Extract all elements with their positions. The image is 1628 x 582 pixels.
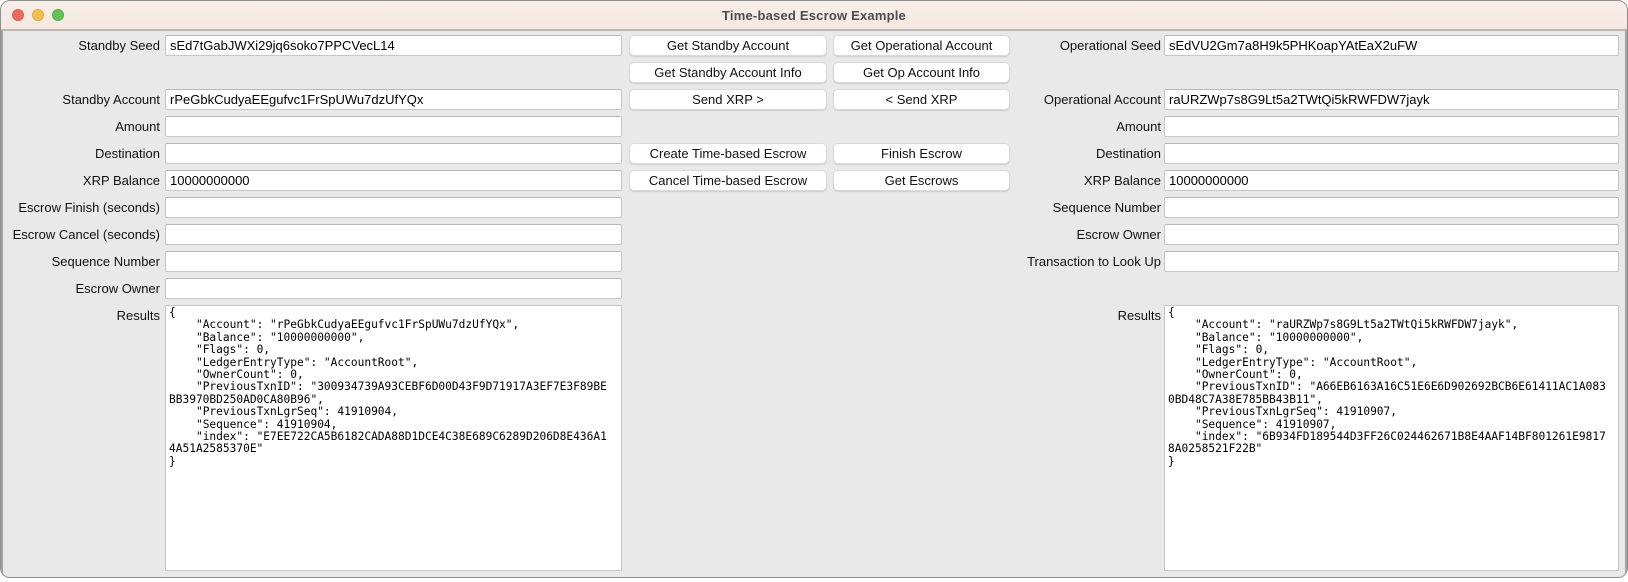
standby-sequence-number-label: Sequence Number [51, 254, 160, 269]
standby-destination-input[interactable] [165, 143, 622, 164]
standby-account-input[interactable] [165, 89, 622, 110]
window-title: Time-based Escrow Example [722, 7, 906, 23]
create-time-based-escrow-button[interactable]: Create Time-based Escrow [629, 143, 827, 164]
operational-amount-input[interactable] [1164, 116, 1619, 137]
get-operational-account-button[interactable]: Get Operational Account [833, 35, 1010, 56]
close-button[interactable] [12, 9, 24, 21]
operational-destination-input[interactable] [1164, 143, 1619, 164]
operational-amount-label: Amount [1116, 119, 1161, 134]
traffic-light-controls [12, 1, 64, 29]
spacer [3, 62, 160, 83]
send-xrp-to-operational-button[interactable]: Send XRP > [629, 89, 827, 110]
standby-seed-label: Standby Seed [78, 38, 160, 53]
spacer [165, 62, 622, 83]
operational-seed-input[interactable] [1164, 35, 1619, 56]
transaction-to-look-up-input[interactable] [1164, 251, 1619, 272]
escrow-cancel-seconds-label: Escrow Cancel (seconds) [12, 227, 160, 242]
operational-destination-label: Destination [1095, 146, 1161, 161]
standby-results-label: Results [116, 308, 160, 323]
finish-escrow-button[interactable]: Finish Escrow [833, 143, 1010, 164]
escrow-cancel-seconds-input[interactable] [165, 224, 622, 245]
escrow-finish-seconds-label: Escrow Finish (seconds) [18, 200, 160, 215]
standby-escrow-owner-label: Escrow Owner [75, 281, 160, 296]
spacer [833, 116, 1010, 137]
main-content [1, 30, 1627, 578]
operational-labels-column [1007, 35, 1161, 573]
spacer [1007, 278, 1161, 299]
standby-destination-label: Destination [94, 146, 160, 161]
standby-fields-column [165, 35, 622, 571]
operational-xrp-balance-label: XRP Balance [1083, 173, 1161, 188]
operational-account-label: Operational Account [1043, 92, 1161, 107]
get-standby-account-button[interactable]: Get Standby Account [629, 35, 827, 56]
operational-account-input[interactable] [1164, 89, 1619, 110]
standby-account-label: Standby Account [62, 92, 160, 107]
get-standby-account-info-button[interactable]: Get Standby Account Info [629, 62, 827, 83]
send-xrp-to-standby-button[interactable]: < Send XRP [833, 89, 1010, 110]
operational-fields-column [1164, 35, 1619, 571]
zoom-button[interactable] [52, 9, 64, 21]
transaction-to-look-up-label: Transaction to Look Up [1027, 254, 1161, 269]
standby-xrp-balance-input[interactable] [165, 170, 622, 191]
spacer [629, 116, 827, 137]
standby-seed-input[interactable] [165, 35, 622, 56]
standby-xrp-balance-label: XRP Balance [82, 173, 160, 188]
escrow-finish-seconds-input[interactable] [165, 197, 622, 218]
operational-escrow-owner-input[interactable] [1164, 224, 1619, 245]
standby-actions-column [629, 35, 827, 197]
standby-sequence-number-input[interactable] [165, 251, 622, 272]
minimize-button[interactable] [32, 9, 44, 21]
cancel-time-based-escrow-button[interactable]: Cancel Time-based Escrow [629, 170, 827, 191]
standby-amount-input[interactable] [165, 116, 622, 137]
standby-labels-column [3, 35, 160, 573]
operational-seed-label: Operational Seed [1059, 38, 1161, 53]
operational-xrp-balance-input[interactable] [1164, 170, 1619, 191]
window-titlebar [1, 1, 1627, 30]
operational-escrow-owner-label: Escrow Owner [1076, 227, 1161, 242]
operational-sequence-number-label: Sequence Number [1052, 200, 1161, 215]
spacer [1164, 278, 1619, 299]
get-escrows-button[interactable]: Get Escrows [833, 170, 1010, 191]
operational-sequence-number-input[interactable] [1164, 197, 1619, 218]
spacer [1164, 62, 1619, 83]
spacer [1007, 62, 1161, 83]
standby-escrow-owner-input[interactable] [165, 278, 622, 299]
standby-results-textarea[interactable] [165, 305, 622, 571]
operational-results-label: Results [1117, 308, 1161, 323]
operational-actions-column [833, 35, 1010, 197]
get-op-account-info-button[interactable]: Get Op Account Info [833, 62, 1010, 83]
standby-amount-label: Amount [115, 119, 160, 134]
operational-results-textarea[interactable] [1164, 305, 1619, 571]
